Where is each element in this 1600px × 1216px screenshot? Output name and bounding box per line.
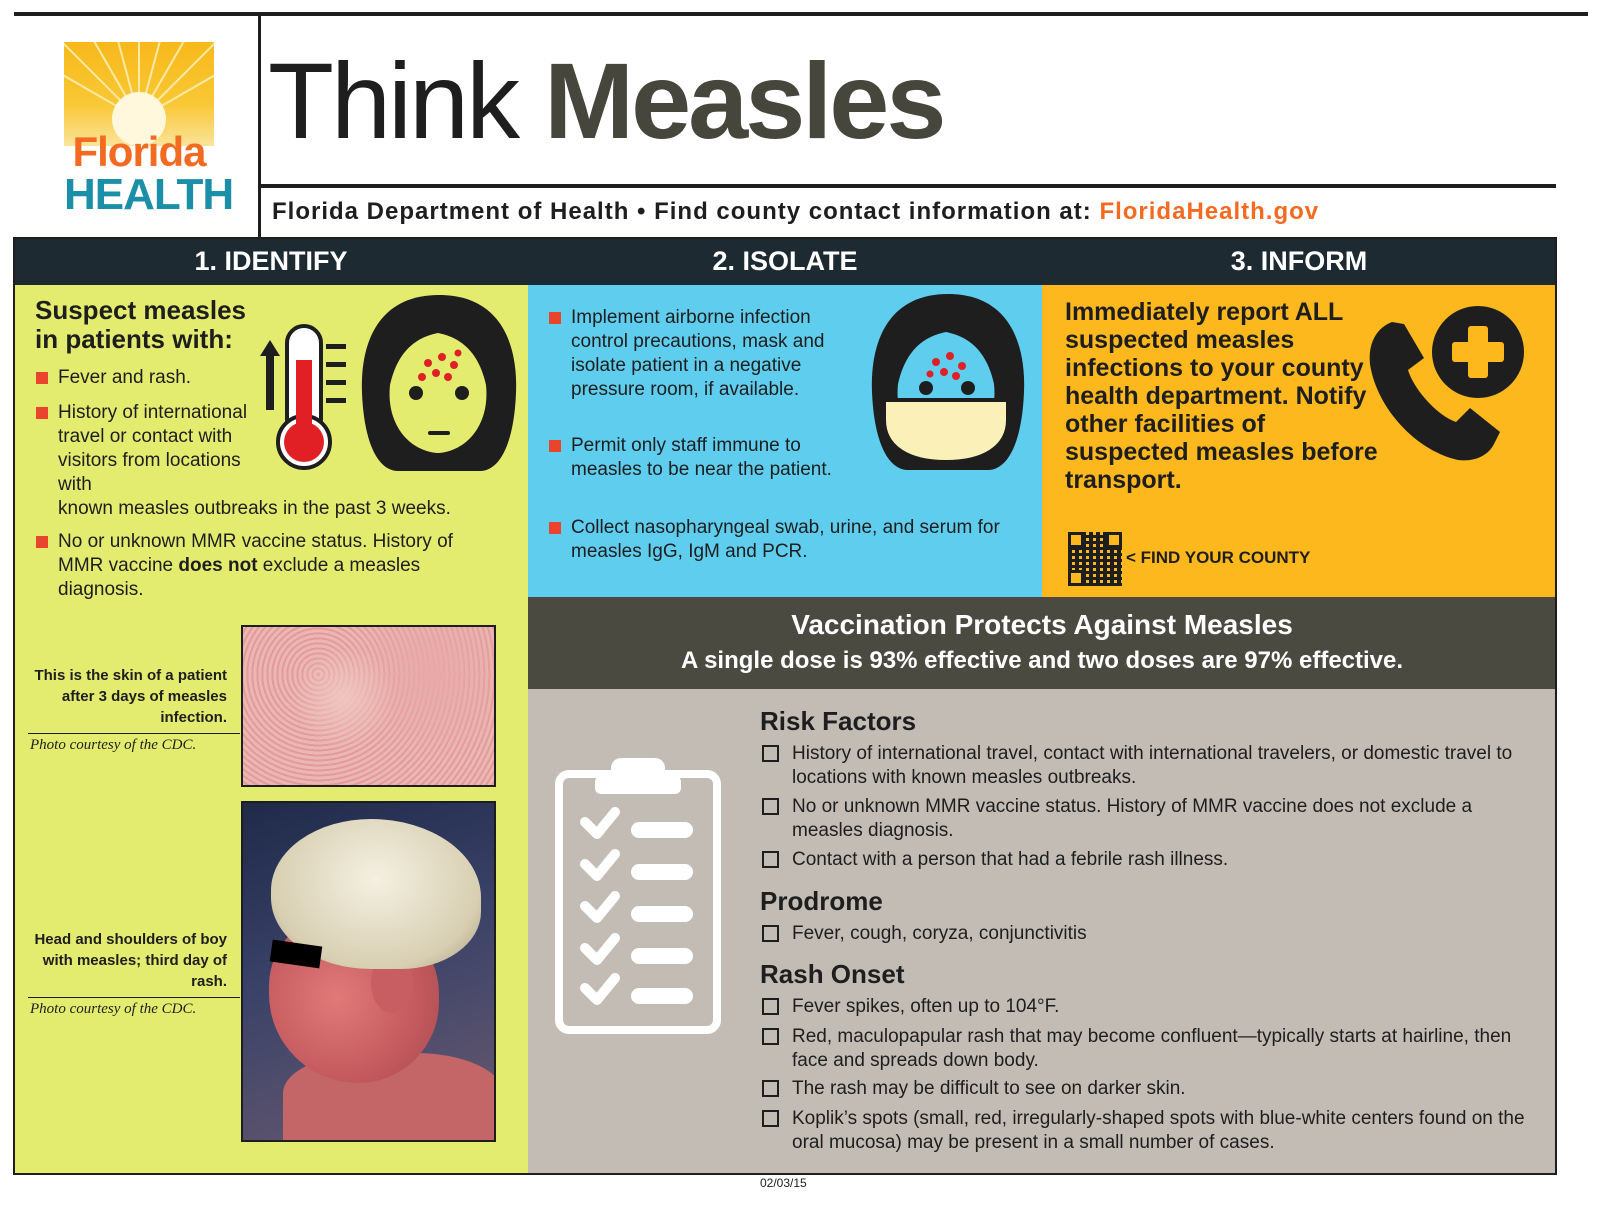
checkbox[interactable]	[762, 1080, 779, 1097]
isolate-bullet-2: Permit only staff immune to measles to be near the patient.	[571, 434, 841, 482]
vaccination-banner	[528, 597, 1556, 689]
checkbox[interactable]	[762, 925, 779, 942]
rash-item: Koplik’s spots (small, red, irregularly-shaped spots with blue-white centers found on the oral mucosa) may be present in a small number of cases.	[792, 1107, 1532, 1155]
prodrome-heading: Prodrome	[760, 886, 883, 916]
clipboard-checklist-icon	[555, 758, 721, 1034]
face-with-mask-icon	[868, 292, 1028, 472]
page-title	[268, 36, 943, 166]
rash-onset-heading: Rash Onset	[760, 959, 905, 989]
identify-bullet-1: Fever and rash.	[58, 366, 258, 390]
rash-item: Red, maculopapular rash that may become confluent—typically starts at hairline, then face and spreads down body.	[792, 1025, 1532, 1073]
boy-photo-credit: Photo courtesy of the CDC.	[30, 1001, 197, 1017]
top-rule	[14, 12, 1588, 16]
logo-word-florida: Florida	[72, 128, 206, 175]
logo-word-health: HEALTH	[64, 170, 234, 219]
boy-caption-rule	[28, 997, 240, 998]
checkbox[interactable]	[762, 798, 779, 815]
section-identify-heading: 1. IDENTIFY	[194, 246, 348, 276]
header-divider	[258, 16, 261, 238]
section-inform-heading: 3. INFORM	[1230, 246, 1368, 276]
title-measles: Measles	[544, 40, 944, 161]
qr-code[interactable]	[1068, 532, 1122, 586]
checkbox[interactable]	[762, 998, 779, 1015]
risk-factor-item: No or unknown MMR vaccine status. History of MMR vaccine does not exclude a measles diagnosis.	[792, 795, 1532, 843]
vaccination-title: Vaccination Protects Against Measles	[791, 609, 1293, 640]
identify-bullet-3: No or unknown MMR vaccine status. History of MMR vaccine does not exclude a measles diagnosis.	[58, 530, 478, 602]
section-isolate-heading: 2. ISOLATE	[712, 246, 858, 276]
identify-bullet-2-text: History of international travel or contact with visitors from locations with known measles outbreaks in the past 3 weeks.	[58, 402, 451, 519]
subline	[272, 198, 1319, 226]
rash-item: The rash may be difficult to see on darker skin.	[792, 1077, 1532, 1101]
title-think: Think	[268, 40, 518, 161]
title-rule	[258, 184, 1556, 188]
rash-item: Fever spikes, often up to 104°F.	[792, 995, 1532, 1019]
checkbox[interactable]	[762, 851, 779, 868]
document-date: 02/03/15	[760, 1176, 807, 1190]
florida-health-link[interactable]: FloridaHealth.gov	[1099, 198, 1320, 225]
vaccination-subtitle: A single dose is 93% effective and two doses are 97% effective.	[680, 647, 1404, 674]
skin-photo-caption: This is the skin of a patient after 3 days of measles infection.	[34, 667, 227, 726]
find-your-county-link[interactable]: < FIND YOUR COUNTY	[1126, 548, 1311, 567]
boy-photo-caption: Head and shoulders of boy with measles; third day of rash.	[34, 931, 227, 990]
skin-rash-photo	[241, 625, 496, 787]
skin-caption-rule	[28, 733, 240, 734]
checkbox[interactable]	[762, 1028, 779, 1045]
phone-plus-icon	[1362, 304, 1528, 464]
subline-text: Florida Department of Health • Find county contact information at:	[272, 198, 1100, 225]
florida-health-logo	[64, 42, 234, 222]
skin-photo-credit: Photo courtesy of the CDC.	[30, 737, 197, 753]
risk-factors-heading: Risk Factors	[760, 706, 917, 736]
identify-heading: Suspect measles in patients with:	[35, 295, 247, 354]
inform-text: Immediately report ALL suspected measles infections to your county health department. Notify other facilities of suspected measles before transport.	[1065, 298, 1378, 494]
thermometer-icon	[256, 322, 352, 472]
checkbox[interactable]	[762, 745, 779, 762]
checkbox[interactable]	[762, 1110, 779, 1127]
face-with-rash-icon	[358, 293, 520, 473]
risk-factor-item: Contact with a person that had a febrile rash illness.	[792, 848, 1532, 872]
boy-with-measles-photo	[241, 801, 496, 1142]
risk-factor-item: History of international travel, contact with international travelers, or domestic travel to locations with known measles outbreaks.	[792, 742, 1532, 790]
isolate-bullet-3: Collect nasopharyngeal swab, urine, and serum for measles IgG, IgM and PCR.	[571, 516, 1011, 564]
prodrome-item: Fever, cough, coryza, conjunctivitis	[792, 922, 1532, 946]
isolate-bullet-1: Implement airborne infection control precautions, mask and isolate patient in a negative pressure room, if available.	[571, 306, 851, 402]
